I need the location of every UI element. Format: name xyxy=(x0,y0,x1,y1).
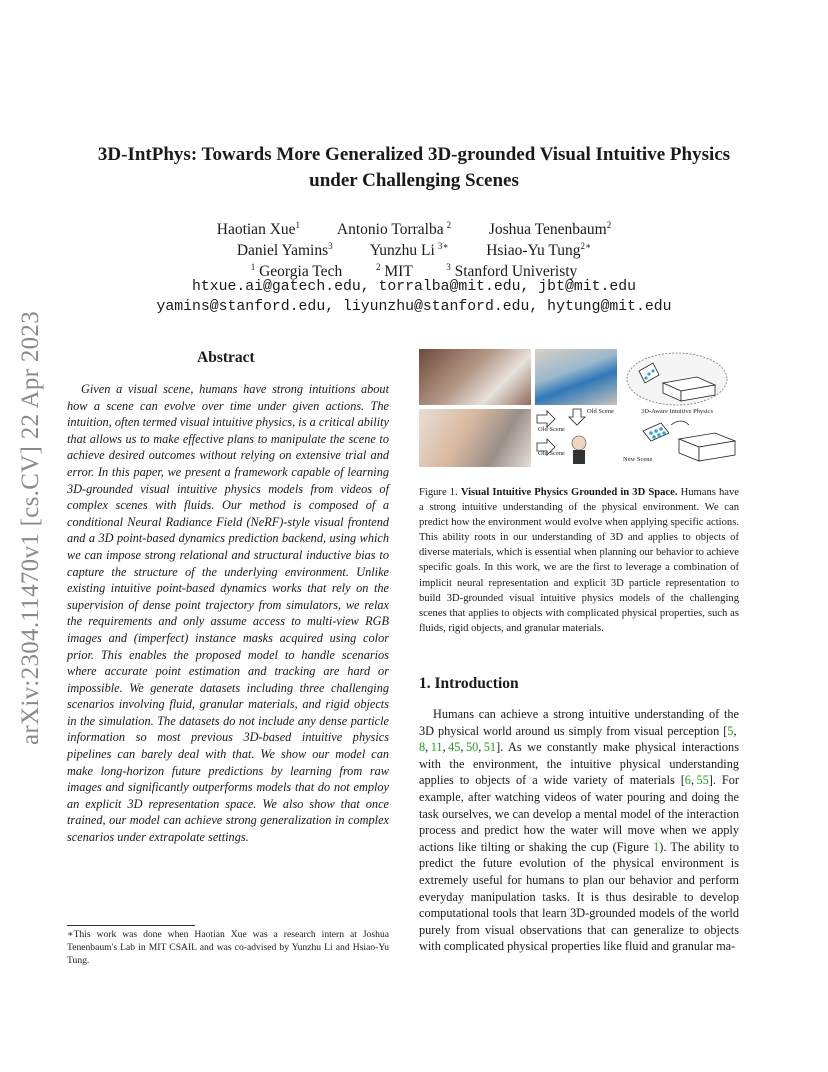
particle xyxy=(652,435,656,439)
arxiv-id-text: arXiv:2304.11470v1 [cs.CV] 22 Apr 2023 xyxy=(17,310,44,745)
title-line-1: 3D-IntPhys: Towards More Generalized 3D-grounded Visual Intuitive Physics xyxy=(97,144,731,165)
abstract-body xyxy=(67,381,389,846)
baby-body-icon xyxy=(573,450,585,464)
particle xyxy=(644,376,647,379)
down-arrow-icon xyxy=(569,409,585,425)
affil-sup: 2 xyxy=(375,262,381,272)
affiliation: Stanford Univeristy xyxy=(454,263,578,281)
citation-link[interactable]: 51 xyxy=(483,740,497,755)
author-sup: 2 xyxy=(446,220,452,230)
arrows-diagram xyxy=(533,407,623,471)
caption-label: Figure 1. xyxy=(419,487,458,498)
paper-title xyxy=(60,142,768,194)
arxiv-identifier xyxy=(14,285,48,770)
abstract-text: Given a visual scene, humans have strong intuitions about how a scene can evolve over time under given actions. The intuition, often termed visual intuitive physics, is a critical ability that allows us to make effective plans to manipulate the scene to achieve desired outcomes without relying on extensive trial and error. In this paper, we present a framework capable of learning 3D-grounded visual intuitive physics models from videos of complex scenes with fluids. Our method is composed of a conditional Neural Radiance Field (NeRF)-style visual frontend and a 3D point-based dynamics prediction backend, using which we can impose strong relational and structural inductive bias to capture the structure of the underlying environment. Unlike existing intuitive point-based dynamics works that rely on the supervision of dense point trajectory from simulators, we relax the requirements and only assume access to multi-view RGB images and (imperfect) instance masks acquired using color prior. This enables the proposed model to handle scenarios where accurate point estimation and tracking are hard or impossible. We generate datasets including three challenging scenarios involving fluid, granular materials, and rigid objects in the simulation. The datasets do not include any dense particle information so most previous 3D-based intuitive physics pipelines can barely deal with that. We show our model can make long-horizon future predictions by learning from raw images and significantly outperforms models that do not employ an explicit 3D representation space. We also show that once trained, our model can achieve strong generalization in complex scenarios under extrapolate settings. xyxy=(67,382,389,845)
figure-caption xyxy=(419,485,739,636)
citation-link[interactable]: 55 xyxy=(696,773,709,788)
particle xyxy=(654,429,658,433)
photo-child-pouring xyxy=(419,409,531,467)
caption-text: Humans have a strong intuitive understanding of the physical environment. We can predict how the environment would evolve when applying specific actions. This ability roots in our understanding of 3D and applies to objects of diverse materials, which is essential when planning our behavior to achieve specific goals. In this work, we are the first to leverage a combination of implicit neural representation and explicit 3D particle representation to build 3D-grounded visual intuitive physics models of the challenging scenes that applies to objects with complicated physical properties, such as fluids, rigid objects, and granular materials. xyxy=(419,487,739,634)
affil-sup: 3 xyxy=(446,262,451,272)
baby-head-icon xyxy=(572,436,586,450)
footnote-rule xyxy=(67,925,195,926)
photo-blue-container xyxy=(535,349,617,405)
intro-text: ). The ability to predict the future evolution of the physical environment is extremely useful for humans to plan our behavior and perform everyday manipulation tasks. It is thus desirable to develop computational tools that learn 3D-grounded models of the world purely from visual observations that can generalize to objects with complicated physical properties like fluid and granular ma- xyxy=(419,839,739,954)
abstract-heading: Abstract xyxy=(197,349,255,366)
citation-link[interactable]: 6 xyxy=(684,773,691,788)
particle xyxy=(662,431,666,435)
author-name: Antonio Torralba xyxy=(336,221,444,239)
figure-1 xyxy=(419,349,741,471)
intro-body xyxy=(419,706,739,955)
author-name: Daniel Yamins xyxy=(236,242,329,260)
citation-link[interactable]: 5 xyxy=(727,723,734,738)
author-sup: 1 xyxy=(295,220,301,230)
particle xyxy=(659,427,663,431)
photo-pouring xyxy=(419,349,531,405)
intro-text: ]. As we constantly make physical interactions with the environment, the intuitive physical understanding applies to objects of a wide variety of materials [ xyxy=(419,740,739,788)
caption-title: Visual Intuitive Physics Grounded in 3D Space. xyxy=(460,487,678,498)
author-sup: 3∗ xyxy=(437,241,449,251)
intro-text: ]. For example, after watching videos of water pouring and doing the task ourselves, we can develop a mental model of the interaction process and predict how the water will move when we apply actions like tilting or shaking the cup (Figure xyxy=(419,773,739,854)
particle xyxy=(651,369,654,372)
intro-text: Humans can achieve a strong intuitive understanding of the 3D physical world around us simply from visual perception [ xyxy=(419,707,739,738)
emails-line-1: htxue.ai@gatech.edu, torralba@mit.edu, jbt@mit.edu xyxy=(192,279,636,295)
right-arrow-icon xyxy=(537,411,555,427)
label-old-scene: Old Scene xyxy=(587,408,614,415)
label-new-scene: New Scene xyxy=(623,456,653,463)
emails-line-2: yamins@stanford.edu, liyunzhu@stanford.edu, hytung@mit.edu xyxy=(156,299,672,315)
citation-link[interactable]: 8 xyxy=(419,740,426,755)
affiliation: MIT xyxy=(384,263,413,281)
footnote: ∗This work was done when Haotian Xue was a research intern at Joshua Tenenbaum's Lab in MIT CSAIL and was co-advised by Yunzhu Li and Hsiao-Yu Tung. xyxy=(67,929,389,966)
arrow-curve xyxy=(671,421,689,425)
figure-ref-link[interactable]: 1 xyxy=(653,839,660,854)
section-heading: 1. Introduction xyxy=(419,675,519,692)
label-old-scene: Old Scene xyxy=(538,450,565,457)
citation-link[interactable]: 45 xyxy=(448,740,461,755)
author-name: Hsiao-Yu Tung xyxy=(486,242,581,260)
title-line-2: under Challenging Scenes xyxy=(309,170,519,191)
author-sup: 2 xyxy=(606,220,612,230)
label-3d-aware: 3D-Aware Intuitive Physics xyxy=(641,408,713,415)
label-old-scene: Old Scene xyxy=(538,426,565,433)
affiliation: Georgia Tech xyxy=(259,263,343,281)
particle xyxy=(649,431,653,435)
intro-paragraph: Humans can achieve a strong intuitive understanding of the 3D physical world around us simply from visual perception [5, 8, 11, 45, 50, 51]. As we constantly make physical interactions with the environment, the intuitive physical understanding applies to objects of a wide variety of materials [6, 55]. For example, after watching videos of water pouring and doing the task ourselves, we can develop a mental model of the interaction process and predict how the water will move when we apply actions like tilting or shaking the cup (Figure 1). The ability to predict the future evolution of the physical environment is extremely useful for humans to plan our behavior and perform everyday manipulation tasks. It is thus desirable to develop computational tools that learn 3D-grounded models of the world purely from visual observations that can generalize to objects with complicated physical properties like fluid and granular ma- xyxy=(419,707,739,954)
particle xyxy=(647,372,650,375)
author-name: Joshua Tenenbaum xyxy=(488,221,607,239)
author-sup: 3 xyxy=(328,241,333,251)
citation-link[interactable]: 11 xyxy=(430,740,443,755)
author-name: Yunzhu Li xyxy=(369,242,435,260)
affil-sup: 1 xyxy=(250,262,256,272)
author-sup: 2∗ xyxy=(580,241,592,251)
particle xyxy=(657,433,661,437)
citation-link[interactable]: 50 xyxy=(465,740,479,755)
author-name: Haotian Xue xyxy=(216,221,296,239)
